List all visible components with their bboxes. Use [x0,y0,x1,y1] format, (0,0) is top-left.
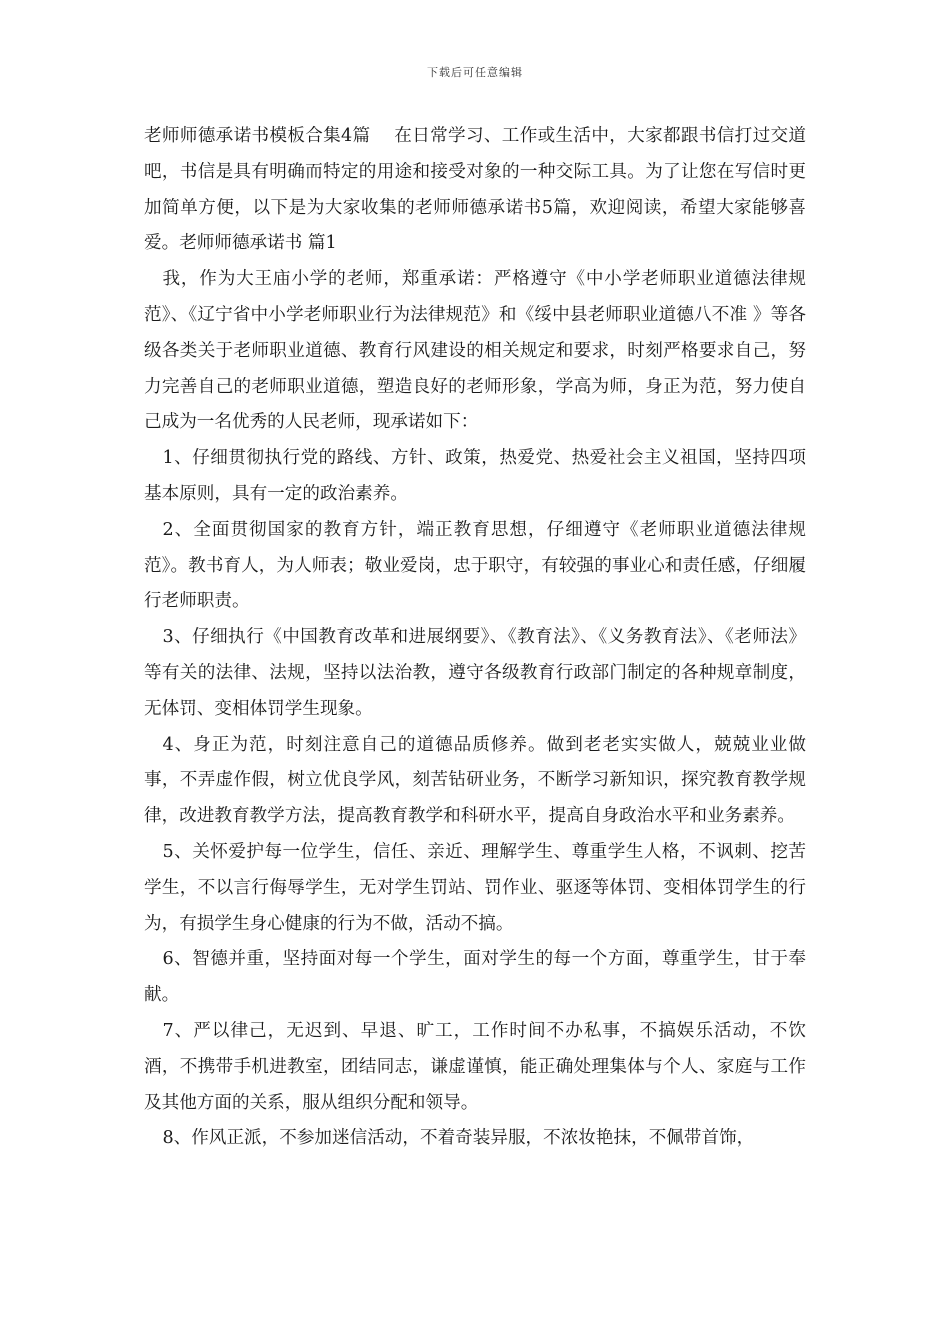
pledge-item-2: 2、全面贯彻国家的教育方针，端正教育思想，仔细遵守《老师职业道德法律规范》。教书育人，为人师表；敬业爱岗，忠于职守，有较强的事业心和责任感，仔细履行老师职责。 [144,519,806,612]
pledge-item-4: 4、身正为范，时刻注意自己的道德品质修养。做到老老实实做人，兢兢业业做事，不弄虚作假，树立优良学风，刻苦钻研业务，不断学习新知识，探究教育教学规律，改进教育教学方法，提高教育教学和科研水平，提高自身政治水平和业务素养。 [144,734,806,827]
pledge-item-8: 8、作风正派，不参加迷信活动，不着奇装异服，不浓妆艳抹，不佩带首饰， [162,1128,755,1149]
pledge-paragraph: 我，作为大王庙小学的老师，郑重承诺：严格遵守《中小学老师职业道德法律规范》、《辽宁省中小学老师职业行为法律规范》和《绥中县老师职业道德八不准 》等各级各类关于老师职业道德、教育行风建设的相关规定和要求，时刻严格要求自己，努力完善自己的老师职业道德，塑造良好的老师形象，学高为师，身正为范，努力使自己成为一名优秀的人民老师，现承诺如下： [144,269,806,433]
pledge-item-5: 5、关怀爱护每一位学生，信任、亲近、理解学生、尊重学生人格，不讽刺、挖苦学生，不以言行侮辱学生，无对学生罚站、罚作业、驱逐等体罚、变相体罚学生的行为，有损学生身心健康的行为不做，活动不搞。 [144,841,806,934]
pledge-item-3: 3、仔细执行《中国教育改革和进展纲要》、《教育法》、《义务教育法》、《老师法》等有关的法律、法规，坚持以法治教，遵守各级教育行政部门制定的各种规章制度，无体罚、变相体罚学生现象。 [144,627,806,719]
page-header: 下载后可任意编辑 [427,66,523,79]
intro-paragraph: 老师师德承诺书模板合集4篇 在日常学习、工作或生活中，大家都跟书信打过交道吧，书信是具有明确而特定的用途和接受对象的一种交际工具。为了让您在写信时更加简单方便，以下是为大家收集的老师师德承诺书5篇，欢迎阅读，希望大家能够喜爱。老师师德承诺书 篇1 [144,126,806,254]
pledge-item-6: 6、智德并重，坚持面对每一个学生，面对学生的每一个方面，尊重学生，甘于奉献。 [144,949,806,1006]
document-body [144,119,806,1157]
pledge-item-1: 1、仔细贯彻执行党的路线、方针、政策，热爱党、热爱社会主义祖国，坚持四项基本原则，具有一定的政治素养。 [144,448,806,504]
pledge-item-7: 7、严以律己，无迟到、早退、旷工，工作时间不办私事，不搞娱乐活动，不饮酒，不携带手机进教室，团结同志，谦虚谨慎，能正确处理集体与个人、家庭与工作及其他方面的关系，服从组织分配和领导。 [144,1020,806,1113]
